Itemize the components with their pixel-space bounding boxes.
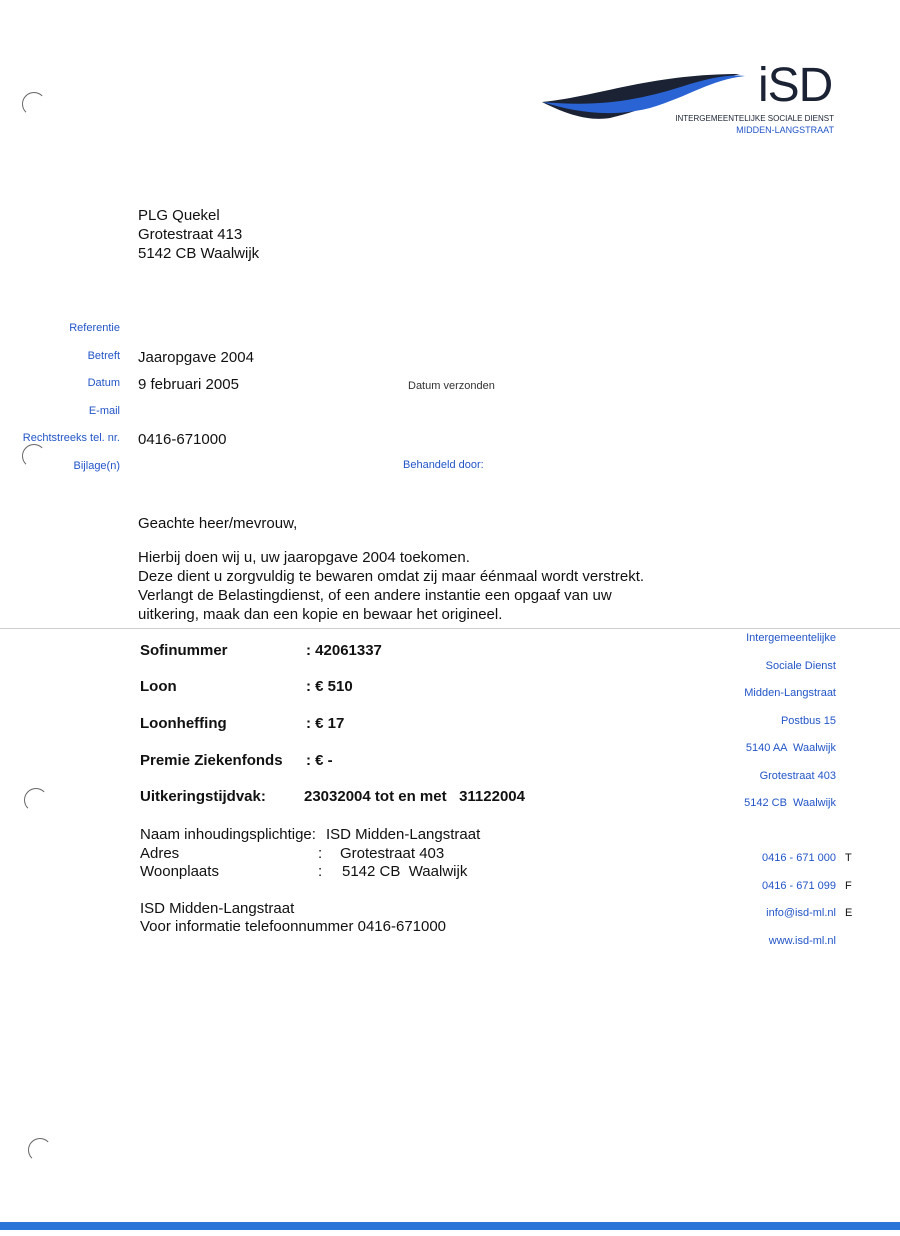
adres-colon: : xyxy=(318,845,323,862)
fold-line xyxy=(0,628,900,629)
label-bijlage: Bijlage(n) xyxy=(73,460,120,472)
tijdvak-value: 23032004 tot en met 31122004 xyxy=(304,788,525,805)
letter-body xyxy=(138,548,644,624)
behandeld-door-label: Behandeld door: xyxy=(403,459,484,471)
value-tel: 0416-671000 xyxy=(138,431,227,448)
loonheffing-label: Loonheffing xyxy=(140,715,227,732)
label-tel: Rechtstreeks tel. nr. xyxy=(22,432,120,444)
fax-code: F xyxy=(845,880,852,892)
sidebar-address-4: 5140 AA Waalwijk xyxy=(745,742,836,754)
datum-verzonden-label: Datum verzonden xyxy=(408,380,495,392)
recipient-street: Grotestraat 413 xyxy=(138,226,243,243)
punch-hole-icon xyxy=(22,444,46,468)
sidebar-address-2: Midden-Langstraat xyxy=(744,687,836,699)
sofi-value: : 42061337 xyxy=(306,642,382,659)
sidebar-address-3: Postbus 15 xyxy=(780,715,836,727)
punch-hole-icon xyxy=(28,1138,52,1162)
recipient-block xyxy=(138,206,259,263)
logo-line2: MIDDEN-LANGSTRAAT xyxy=(736,125,834,135)
sidebar-address-5: Grotestraat 403 xyxy=(759,770,836,782)
bottom-border xyxy=(0,1222,900,1230)
premie-value: : € - xyxy=(306,752,333,769)
loon-label: Loon xyxy=(140,678,177,695)
sidebar-fax: 0416 - 671 099 xyxy=(761,880,836,892)
logo-name: iSD xyxy=(758,59,833,112)
woonplaats-colon: : xyxy=(318,863,323,880)
value-betreft: Jaaropgave 2004 xyxy=(138,349,254,366)
body-line: uitkering, maak dan een kopie en bewaar het origineel. xyxy=(138,606,503,623)
adres-value: Grotestraat 403 xyxy=(340,845,445,862)
label-betreft: Betreft xyxy=(87,350,120,362)
premie-label: Premie Ziekenfonds xyxy=(140,752,283,769)
sidebar-address-0: Intergemeentelijke xyxy=(746,632,836,644)
recipient-name: PLG Quekel xyxy=(138,207,220,224)
sidebar-web: www.isd-ml.nl xyxy=(768,935,836,947)
punch-hole-icon xyxy=(24,788,48,812)
email-code: E xyxy=(845,907,853,919)
sidebar-phone: 0416 - 671 000 xyxy=(761,852,836,864)
recipient-city: 5142 CB Waalwijk xyxy=(138,245,260,262)
loon-value: : € 510 xyxy=(306,678,353,695)
loonheffing-value: : € 17 xyxy=(306,715,345,732)
sidebar-address-6: 5142 CB Waalwijk xyxy=(744,797,836,809)
sidebar-address-1: Sociale Dienst xyxy=(765,660,836,672)
logo-line1: INTERGEMEENTELIJKE SOCIALE DIENST xyxy=(675,114,834,123)
body-line: Hierbij doen wij u, uw jaaropgave 2004 toekomen. xyxy=(138,549,470,566)
footer-info: Voor informatie telefoonnummer 0416-671000 xyxy=(140,918,447,935)
value-datum: 9 februari 2005 xyxy=(138,376,239,393)
woonplaats-value: 5142 CB Waalwijk xyxy=(342,863,468,880)
woonplaats-label: Woonplaats xyxy=(140,863,219,880)
naam-value: ISD Midden-Langstraat xyxy=(326,826,481,843)
footer-org: ISD Midden-Langstraat xyxy=(140,900,295,917)
sofi-label: Sofinummer xyxy=(140,642,228,659)
body-line: Deze dient u zorgvuldig te bewaren omdat zij maar éénmaal wordt verstrekt. xyxy=(138,568,645,585)
label-email: E-mail xyxy=(88,405,120,417)
punch-hole-icon xyxy=(22,92,46,116)
salutation: Geachte heer/mevrouw, xyxy=(138,515,298,532)
naam-label: Naam inhoudingsplichtige: xyxy=(140,826,316,843)
body-line: Verlangt de Belastingdienst, of een andere instantie een opgaaf van uw xyxy=(138,587,612,604)
sidebar-email: info@isd-ml.nl xyxy=(766,907,836,919)
tijdvak-label: Uitkeringstijdvak: xyxy=(140,788,266,805)
isd-logo xyxy=(540,59,840,142)
label-referentie: Referentie xyxy=(69,322,120,334)
phone-code: T xyxy=(845,852,852,864)
label-datum: Datum xyxy=(87,377,120,389)
adres-label: Adres xyxy=(140,845,180,862)
